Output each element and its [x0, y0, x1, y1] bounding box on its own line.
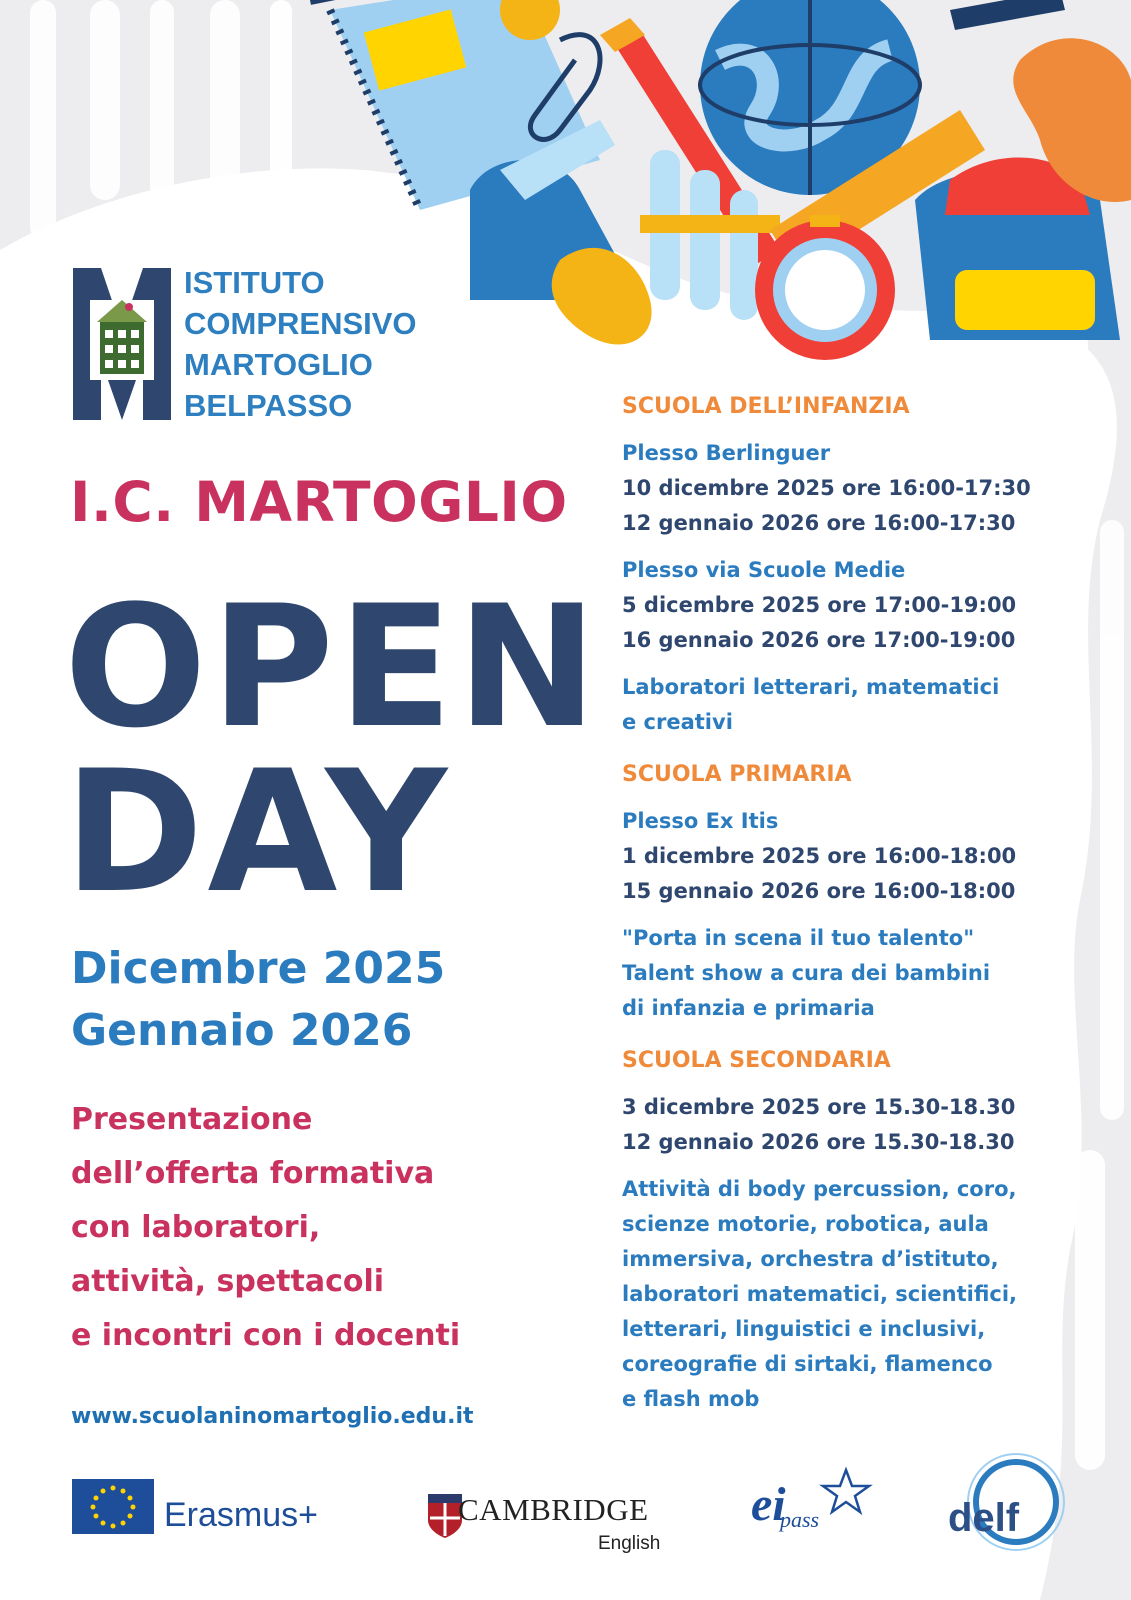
activities-text: [622, 670, 1102, 740]
cambridge-logo: CAMBRIDGE: [458, 1492, 649, 1527]
period-line: Dicembre 2025: [71, 943, 446, 994]
section-heading-primaria: SCUOLA PRIMARIA: [622, 762, 852, 787]
period-line: Gennaio 2026: [71, 1005, 413, 1056]
schedule-date: 1 dicembre 2025 ore 16:00-18:00: [622, 844, 1017, 868]
activities-line: Attività di body percussion, coro,: [622, 1177, 1017, 1201]
school-name-line: ISTITUTO: [184, 265, 325, 300]
section-heading-infanzia: SCUOLA DELL’INFANZIA: [622, 394, 910, 419]
activities-text: [622, 1172, 1102, 1417]
activities-line: e flash mob: [622, 1387, 760, 1411]
activities-line: coreografie di sirtaki, flamenco: [622, 1352, 993, 1376]
eipass-logo-pass: pass: [780, 1507, 820, 1532]
activities-line: "Porta in scena il tuo talento": [622, 926, 975, 950]
schedule: [622, 392, 1102, 1417]
activities-line: laboratori matematici, scientifici,: [622, 1282, 1018, 1306]
headline-open: OPEN: [64, 569, 602, 765]
presentation-line: dell’offerta formativa: [71, 1156, 435, 1191]
plesso-name: Plesso via Scuole Medie: [622, 558, 906, 582]
spacer: [622, 1026, 1102, 1046]
schedule-date: 12 gennaio 2026 ore 15.30-18.30: [622, 1130, 1015, 1154]
plesso-name: Plesso Ex Itis: [622, 809, 779, 833]
event-period: [71, 938, 445, 1062]
spacer: [622, 740, 1102, 760]
page-title: I.C. MARTOGLIO: [70, 470, 568, 534]
erasmus-logo: Erasmus+: [164, 1496, 318, 1534]
schedule-date: 10 dicembre 2025 ore 16:00-17:30: [622, 476, 1031, 500]
schedule-date: 12 gennaio 2026 ore 16:00-17:30: [622, 511, 1016, 535]
dates-block: [622, 1090, 1102, 1160]
pen-icon: [950, 0, 1065, 30]
school-name-line: COMPRENSIVO: [184, 306, 417, 341]
presentation-line: Presentazione: [71, 1102, 313, 1137]
plesso-name: Plesso Berlinguer: [622, 441, 831, 465]
headline-day: DAY: [64, 734, 452, 930]
schedule-date: 3 dicembre 2025 ore 15.30-18.30: [622, 1095, 1016, 1119]
activities-line: di infanzia e primaria: [622, 996, 875, 1020]
cambridge-logo-subtitle: English: [598, 1533, 661, 1554]
school-name-line: BELPASSO: [184, 388, 353, 423]
activities-line: letterari, linguistici e inclusivi,: [622, 1317, 986, 1341]
eipass-logo: ei: [751, 1478, 786, 1531]
activities-line: immersiva, orchestra d’istituto,: [622, 1247, 999, 1271]
section-heading-secondaria: SCUOLA SECONDARIA: [622, 1048, 891, 1073]
schedule-date: 15 gennaio 2026 ore 16:00-18:00: [622, 879, 1016, 903]
plesso-block: [622, 436, 1102, 541]
presentation-text: [71, 1093, 531, 1363]
open-day-headline: [64, 569, 602, 930]
presentation-line: con laboratori,: [71, 1210, 321, 1245]
plesso-block: [622, 804, 1102, 909]
plesso-block: [622, 553, 1102, 658]
activities-line: Laboratori letterari, matematici: [622, 675, 1000, 699]
activities-line: e creativi: [622, 710, 733, 734]
eu-flag-icon: [72, 1479, 154, 1534]
activities-line: Talent show a cura dei bambini: [622, 961, 991, 985]
presentation-line: attività, spettacoli: [71, 1264, 385, 1299]
delf-logo: delf: [948, 1496, 1020, 1540]
schedule-date: 5 dicembre 2025 ore 17:00-19:00: [622, 593, 1017, 617]
school-name-line: MARTOGLIO: [184, 347, 373, 382]
schedule-date: 16 gennaio 2026 ore 17:00-19:00: [622, 628, 1016, 652]
presentation-line: e incontri con i docenti: [71, 1318, 461, 1353]
activities-line: scienze motorie, robotica, aula: [622, 1212, 989, 1236]
school-name: [184, 262, 417, 426]
website-link[interactable]: www.scuolaninomartoglio.edu.it: [71, 1404, 474, 1429]
activities-text: [622, 921, 1102, 1026]
